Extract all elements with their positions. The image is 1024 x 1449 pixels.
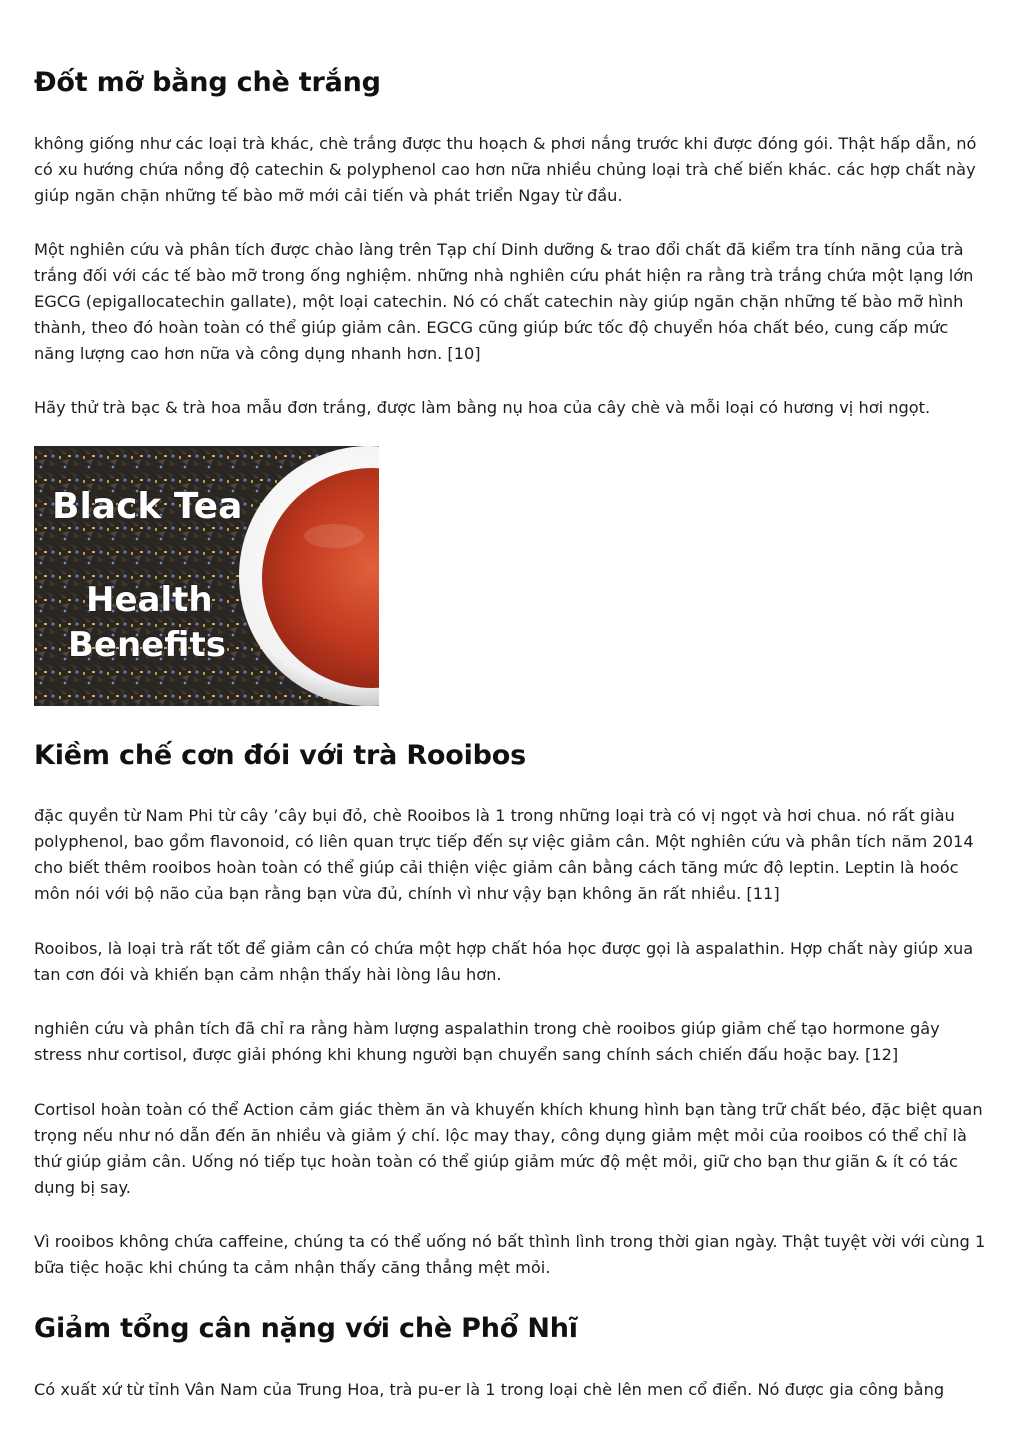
paragraph: Một nghiên cứu và phân tích được chào làng trên Tạp chí Dinh dưỡng & trao đổi chất đã kiểm tra tính năng của trà trắng đối với các tế bào mỡ trong ống nghiệm. những nhà nghiên cứu phát hiện ra rằng trà trắng chứa một lạng lớn EGCG (epigallocatechin gallate), một loại catechin. Nó có chất catechin này giúp ngăn chặn những tế bào mỡ hình thành, theo đó hoàn toàn có thể giúp giảm cân. EGCG cũng giúp bức tốc độ chuyển hóa chất béo, cung cấp mức năng lượng cao hơn nữa và công dụng nhanh hơn. [10]	[34, 240, 974, 363]
section-heading-puer: Giảm tổng cân nặng với chè Phổ Nhĩ	[34, 1313, 578, 1344]
caption-line-1: Black Tea	[52, 486, 243, 527]
paragraph: Cortisol hoàn toàn có thể Action cảm giác thèm ăn và khuyến khích khung hình bạn tàng trữ chất béo, đặc biệt quan trọng nếu như nó dẫn đến ăn nhiều và giảm ý chí. lộc may thay, công dụng giảm mệt mỏi của rooibos có thể chỉ là thứ giúp giảm cân. Uống nó tiếp tục hoàn toàn có thể giúp giảm mức độ mệt mỏi, giữ cho bạn thư giãn & ít có tác dụng bị say.	[34, 1100, 983, 1197]
black-tea-image	[34, 446, 379, 706]
section-heading-white-tea: Đốt mỡ bằng chè trắng	[34, 67, 381, 98]
paragraph: Vì rooibos không chứa caffeine, chúng ta có thể uống nó bất thình lình trong thời gian ngày. Thật tuyệt vời với cùng 1 bữa tiệc hoặc khi chúng ta cảm nhận thấy căng thẳng mệt mỏi.	[34, 1232, 986, 1277]
image-caption	[34, 446, 379, 706]
paragraph: đặc quyền từ Nam Phi từ cây ’cây bụi đỏ, chè Rooibos là 1 trong những loại trà có vị ngọt và hơi chua. nó rất giàu polyphenol, bao gồm flavonoid, có liên quan trực tiếp đến sự việc giảm cân. Một nghiên cứu và phân tích năm 2014 cho biết thêm rooibos hoàn toàn có thể giúp cải thiện việc giảm cân bằng cách tăng mức độ leptin. Leptin là hoóc môn nói với bộ não của bạn rằng bạn vừa đủ, chính vì như vậy bạn không ăn rất nhiều. [11]	[34, 806, 974, 903]
paragraph: Hãy thử trà bạc & trà hoa mẫu đơn trắng, được làm bằng nụ hoa của cây chè và mỗi loại có hương vị hơi ngọt.	[34, 398, 931, 417]
paragraph: không giống như các loại trà khác, chè trắng được thu hoạch & phơi nắng trước khi được đóng gói. Thật hấp dẫn, nó có xu hướng chứa nồng độ catechin & polyphenol cao hơn nữa nhiều chủng loại trà chế biến khác. các hợp chất này giúp ngăn chặn những tế bào mỡ mới cải tiến và phát triển Ngay từ đầu.	[34, 134, 977, 205]
caption-line-2: Health	[86, 580, 213, 620]
paragraph: Rooibos, là loại trà rất tốt để giảm cân có chứa một hợp chất hóa học được gọi là aspalathin. Hợp chất này giúp xua tan cơn đói và khiến bạn cảm nhận thấy hài lòng lâu hơn.	[34, 939, 974, 984]
section-heading-rooibos: Kiềm chế cơn đói với trà Rooibos	[34, 740, 527, 771]
paragraph: nghiên cứu và phân tích đã chỉ ra rằng hàm lượng aspalathin trong chè rooibos giúp giảm chế tạo hormone gây stress như cortisol, được giải phóng khi khung người bạn chuyển sang chính sách chiến đấu hoặc bay. [12]	[34, 1019, 940, 1064]
paragraph: Có xuất xứ từ tỉnh Vân Nam của Trung Hoa, trà pu-er là 1 trong loại chè lên men cổ điển. Nó được gia công bằng	[34, 1380, 945, 1399]
caption-line-3: Benefits	[68, 625, 226, 665]
